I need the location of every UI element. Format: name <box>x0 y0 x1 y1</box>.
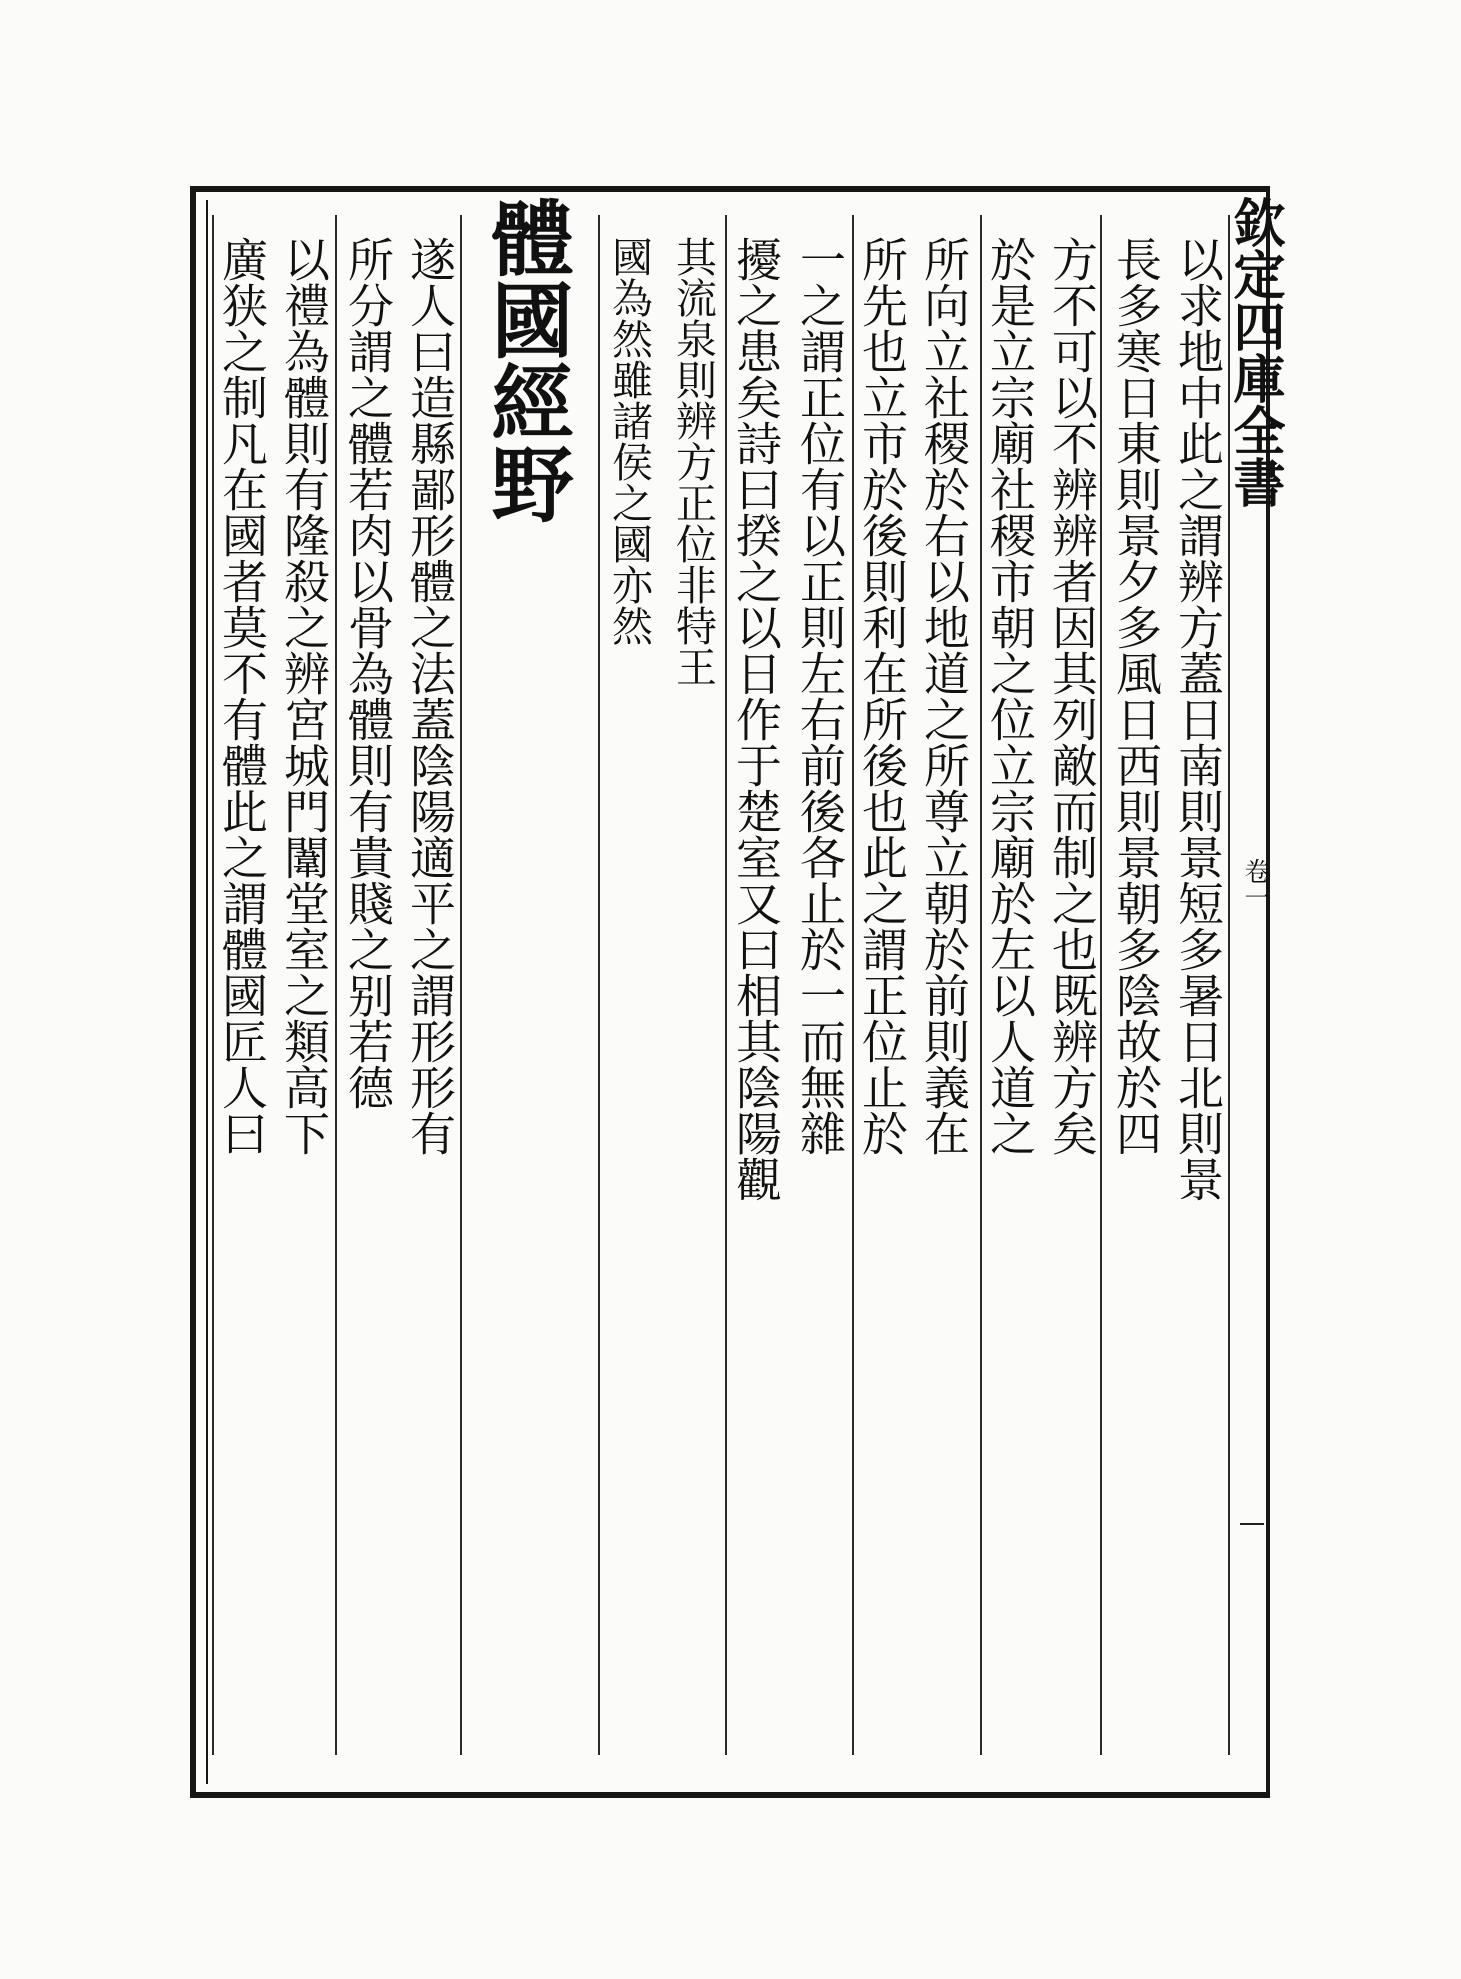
text-column: 以禮為體則有隆殺之辨宮城門闈堂室之類高下 <box>277 236 331 1156</box>
text-column: 長多寒日東則景夕多風日西則景朝多陰故於四 <box>1109 236 1163 1156</box>
margin-tick <box>1240 1523 1264 1525</box>
text-column: 以求地中此之謂辨方蓋日南則景短多暑日北則景 <box>1171 236 1225 1202</box>
text-column: 擾之患矣詩曰揆之以日作于楚室又曰相其陰陽觀 <box>729 236 783 1202</box>
text-column: 遂人曰造縣鄙形體之法蓋陰陽適平之謂形形有 <box>403 236 457 1156</box>
text-column: 一之謂正位有以正則左右前後各止於一而無雜 <box>793 236 847 1156</box>
text-column: 廣狭之制凡在國者莫不有體此之謂體國匠人曰 <box>215 236 269 1156</box>
text-column: 國為然雖諸侯之國亦然 <box>605 236 653 646</box>
section-title: 體國經野 <box>478 196 574 524</box>
volume-label: 卷一 <box>1240 858 1270 910</box>
text-column: 所先也立市於後則利在所後也此之謂正位止於 <box>855 236 909 1156</box>
text-column: 所向立社稷於右以地道之所尊立朝於前則義在 <box>917 236 971 1156</box>
collection-title: 欽定四庫全書 <box>1224 196 1285 508</box>
text-column: 於是立宗廟社稷市朝之位立宗廟於左以人道之 <box>983 236 1037 1156</box>
text-column: 其流泉則辨方正位非特王 <box>669 236 717 687</box>
text-column: 方不可以不辨辨者因其列敵而制之也既辨方矣 <box>1045 236 1099 1156</box>
text-column: 所分謂之體若肉以骨為體則有貴賤之别若德 <box>341 236 395 1110</box>
